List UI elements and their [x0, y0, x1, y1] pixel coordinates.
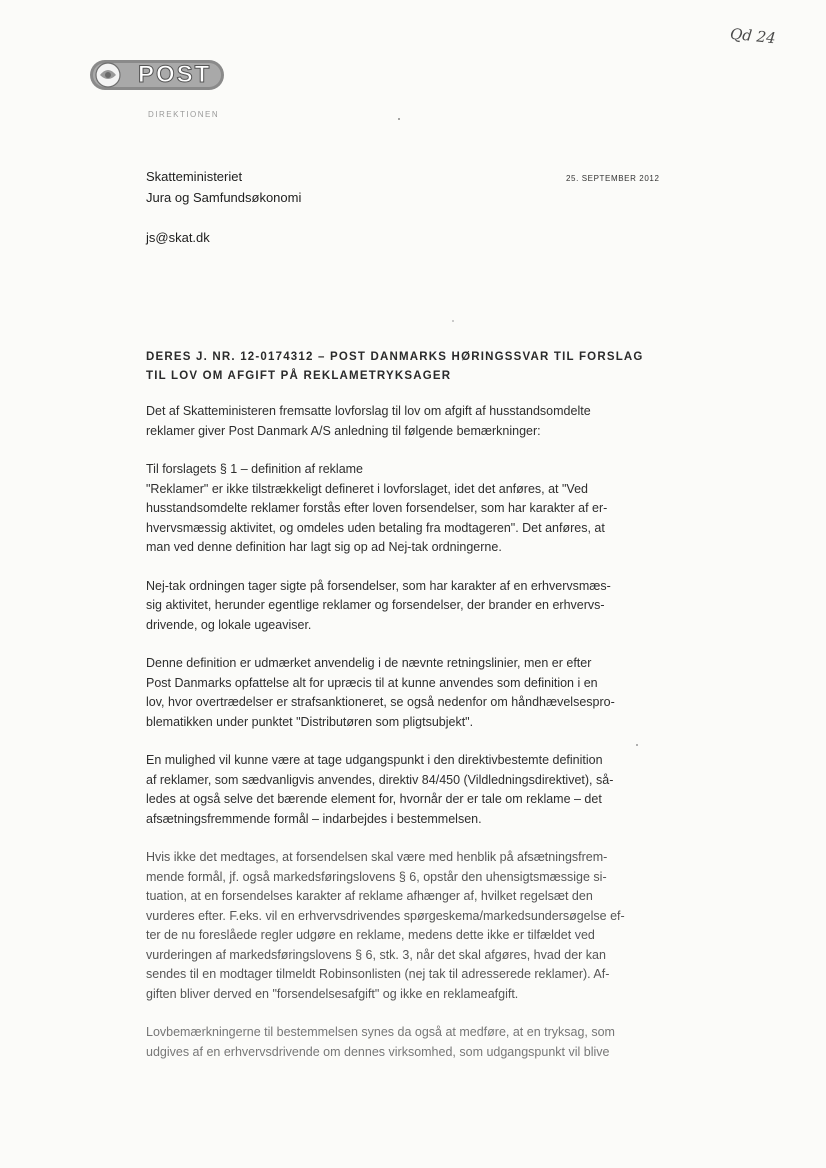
scan-speck [636, 744, 638, 746]
recipient-email: js@skat.dk [146, 230, 210, 245]
text-line: Hvis ikke det medtages, at forsendelsen skal være med henblik på afsætningsfrem- [146, 850, 608, 864]
text-line: afsætningsfremmende formål – indarbejdes i bestemmelsen. [146, 811, 482, 826]
paragraph [146, 654, 640, 732]
paragraph [146, 1023, 640, 1062]
text-line: hvervsmæssig aktivitet, og omdeles uden betaling fra modtageren". Det anføres, at [146, 520, 605, 535]
text-line: giften bliver derved en "forsendelsesafgift" og ikke en reklameafgift. [146, 986, 519, 1001]
text-line: husstandsomdelte reklamer forstås efter loven forsendelser, som har karakter af er- [146, 501, 608, 515]
text-line: blematikken under punktet "Distributøren som pligtsubjekt". [146, 714, 474, 729]
text-line: tuation, at en forsendelses karakter af reklame afhænger af, hvilket regelsæt den [146, 889, 593, 903]
text-line: Nej-tak ordningen tager sigte på forsendelser, som har karakter af en erhvervsmæs- [146, 578, 611, 593]
letter-body [146, 402, 640, 1081]
text-line: vurderes efter. F.eks. vil en erhvervsdrivendes spørgeskema/markedsundersøgelse ef- [146, 908, 625, 923]
handwritten-mark: Qd 24 [729, 24, 777, 48]
paragraph [146, 577, 640, 636]
recipient-name: Skatteministeriet [146, 169, 243, 184]
text-line: sendes til en modtager tilmeldt Robinsonlisten (nej tak til adresserede reklamer). Af- [146, 967, 610, 981]
text-line: man ved denne definition har lagt sig op ad Nej-tak ordningerne. [146, 540, 502, 554]
text-line: Lovbemærkningerne til bestemmelsen synes da også at medføre, at en tryksag, som [146, 1025, 615, 1039]
post-logo [90, 56, 226, 96]
text-line: ledes at også selve det bærende element for, hvornår der er tale om reklame – det [146, 792, 602, 806]
post-logo-text: POST [138, 61, 212, 88]
text-line: drivende, og lokale ugeaviser. [146, 617, 312, 632]
department-label: DIREKTIONEN [148, 110, 220, 119]
text-line: mende formål, jf. også markedsføringslovens § 6, opstår den uhensigtsmæssige si- [146, 869, 607, 884]
text-line: reklamer giver Post Danmark A/S anledning til følgende bemærkninger: [146, 423, 541, 438]
text-line: Det af Skatteministeren fremsatte lovforslag til lov om afgift af husstandsomdelte [146, 404, 591, 418]
scan-speck [452, 320, 454, 322]
text-line: vurderingen af markedsføringslovens § 6, stk. 3, når det skal afgøres, hvad der kan [146, 947, 606, 962]
section-heading: Til forslagets § 1 – definition af reklame [146, 462, 364, 476]
text-line: ter de nu foreslåede regler udgøre en reklame, medens dette ikke er tilfældet ved [146, 928, 595, 942]
text-line: Denne definition er udmærket anvendelig i de nævnte retningslinier, men er efter [146, 656, 592, 670]
paragraph [146, 848, 640, 1004]
paragraph [146, 751, 640, 829]
recipient-block [146, 166, 301, 248]
scan-speck [398, 118, 400, 120]
text-line: "Reklamer" er ikke tilstrækkeligt defineret i lovforslaget, idet det anføres, at "Ved [146, 481, 588, 496]
subject-line: TIL LOV OM AFGIFT PÅ REKLAMETRYKSAGER [146, 370, 452, 382]
text-line: af reklamer, som sædvanligvis anvendes, direktiv 84/450 (Vildledningsdirektivet), så- [146, 772, 614, 787]
paragraph [146, 402, 640, 441]
text-line: Post Danmarks opfattelse alt for upræcis til at kunne anvendes som definition i en [146, 675, 598, 690]
paragraph [146, 460, 640, 558]
text-line: En mulighed vil kunne være at tage udgangspunkt i den direktivbestemte definition [146, 753, 603, 767]
text-line: lov, hvor overtrædelser er strafsanktioneret, se også nedenfor om håndhævelsespro- [146, 695, 615, 709]
letter-date: 25. SEPTEMBER 2012 [566, 174, 660, 183]
subject-line: DERES J. NR. 12-0174312 – POST DANMARKS HØRINGSSVAR TIL FORSLAG [146, 351, 644, 363]
text-line: sig aktivitet, herunder egentlige reklamer og forsendelser, der brander en erhvervs- [146, 598, 605, 612]
subject-heading [146, 348, 666, 386]
recipient-division: Jura og Samfundsøkonomi [146, 190, 302, 205]
text-line: udgives af en erhvervsdrivende om dennes virksomhed, som udgangspunkt vil blive [146, 1044, 610, 1059]
